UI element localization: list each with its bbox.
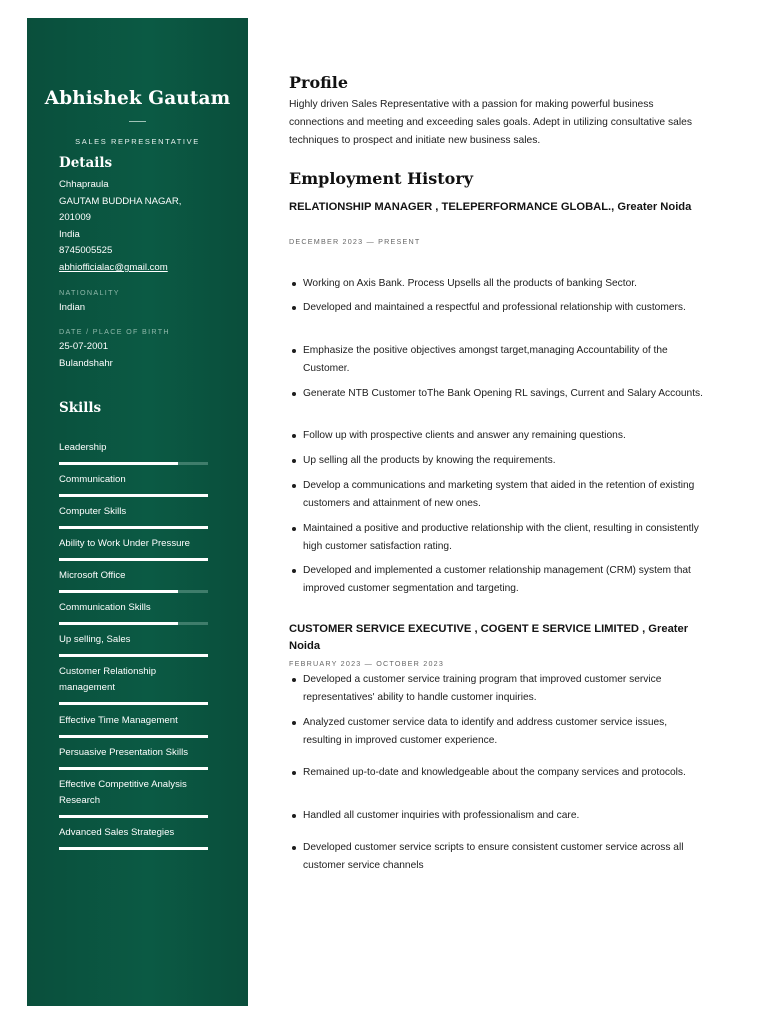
skill-item — [59, 825, 208, 841]
skill-name: Leadership — [59, 442, 107, 453]
profile-heading: Profile — [289, 73, 349, 92]
birth-place: Bulandshahr — [59, 358, 113, 369]
skill-item — [59, 568, 208, 584]
skill-name: Advanced Sales Strategies — [59, 827, 175, 838]
job-bullet: Emphasize the positive objectives amongst target,managing Accountability of the Customer. — [303, 342, 703, 378]
job-dates: DECEMBER 2023 — PRESENT — [289, 237, 421, 246]
candidate-name: Abhishek Gautam — [44, 88, 231, 109]
skill-level-bar — [59, 558, 208, 561]
skill-item — [59, 472, 208, 488]
skill-item — [59, 504, 208, 520]
candidate-role: SALES REPRESENTATIVE — [75, 137, 200, 146]
skill-level-bar — [59, 526, 208, 529]
job-title: CUSTOMER SERVICE EXECUTIVE , COGENT E SERVICE LIMITED , Greater Noida — [289, 623, 689, 652]
skill-item — [59, 440, 208, 456]
job-bullet: Working on Axis Bank. Process Upsells all the products of banking Sector. — [303, 275, 703, 293]
skill-name: Persuasive Presentation Skills — [59, 747, 189, 758]
skill-name: Customer Relationship management — [59, 666, 157, 693]
sidebar — [27, 18, 248, 1006]
skill-item — [59, 745, 208, 761]
job-dates: FEBRUARY 2023 — OCTOBER 2023 — [289, 659, 445, 668]
employment-heading: Employment History — [289, 169, 474, 188]
skill-level-fill — [59, 494, 208, 497]
skill-level-fill — [59, 767, 208, 770]
details-address-line: GAUTAM BUDDHA NAGAR, — [59, 196, 182, 207]
skill-level-bar — [59, 494, 208, 497]
skill-level-bar — [59, 847, 208, 850]
skill-item — [59, 777, 208, 809]
job-bullet: Handled all customer inquiries with professionalism and care. — [303, 807, 703, 825]
details-postcode: 201009 — [59, 212, 92, 223]
skill-level-fill — [59, 702, 208, 705]
skill-level-fill — [59, 847, 208, 850]
details-email-link[interactable]: abhiofficialac@gmail.com — [59, 262, 168, 273]
job-bullet: Generate NTB Customer toThe Bank Opening RL savings, Current and Salary Accounts. — [303, 385, 703, 403]
skill-level-bar — [59, 735, 208, 738]
skill-name: Effective Time Management — [59, 715, 178, 726]
job-bullet: Analyzed customer service data to identify and address customer service issues, resulting in improved customer experience. — [303, 714, 703, 750]
details-country: India — [59, 229, 80, 240]
skill-name: Up selling, Sales — [59, 634, 131, 645]
job-bullet: Developed and maintained a respectful and professional relationship with customers. — [303, 299, 703, 317]
skill-level-fill — [59, 815, 208, 818]
skill-level-fill — [59, 462, 178, 465]
job-bullet: Maintained a positive and productive relationship with the client, resulting in consistently high customer satisfaction rating. — [303, 520, 703, 556]
skill-level-fill — [59, 590, 178, 593]
job-bullet: Developed customer service scripts to ensure consistent customer service across all customer service channels — [303, 839, 703, 875]
job-bullet: Developed a customer service training program that improved customer service representatives' ability to handle customer inquiries. — [303, 671, 703, 707]
skill-item — [59, 713, 208, 729]
skill-name: Ability to Work Under Pressure — [59, 538, 190, 549]
skill-item — [59, 632, 208, 648]
skill-level-bar — [59, 622, 208, 625]
skill-name: Computer Skills — [59, 506, 127, 517]
skill-item — [59, 536, 208, 552]
skill-level-fill — [59, 622, 178, 625]
details-phone: 8745005525 — [59, 245, 113, 256]
job-bullet: Develop a communications and marketing system that aided in the retention of existing customers and attainment of new ones. — [303, 477, 703, 513]
skill-level-fill — [59, 558, 208, 561]
skill-name: Effective Competitive Analysis Research — [59, 779, 187, 806]
details-address-line: Chhapraula — [59, 179, 109, 190]
birth-label: DATE / PLACE OF BIRTH — [59, 327, 170, 336]
skill-name: Communication — [59, 474, 126, 485]
nationality-value: Indian — [59, 302, 86, 313]
skill-name: Microsoft Office — [59, 570, 126, 581]
skill-level-bar — [59, 654, 208, 657]
skills-heading: Skills — [59, 400, 102, 416]
skill-name: Communication Skills — [59, 602, 151, 613]
skill-level-fill — [59, 654, 208, 657]
nationality-label: NATIONALITY — [59, 288, 120, 297]
skill-item — [59, 664, 208, 696]
skill-level-bar — [59, 462, 208, 465]
skill-level-bar — [59, 590, 208, 593]
skill-level-bar — [59, 702, 208, 705]
job-bullet: Follow up with prospective clients and answer any remaining questions. — [303, 427, 703, 445]
skill-level-fill — [59, 735, 208, 738]
birth-date: 25-07-2001 — [59, 341, 109, 352]
skill-item — [59, 600, 208, 616]
skill-level-fill — [59, 526, 208, 529]
name-divider — [129, 121, 146, 122]
skill-level-bar — [59, 815, 208, 818]
details-heading: Details — [59, 155, 113, 171]
job-bullet: Up selling all the products by knowing the requirements. — [303, 452, 703, 470]
job-bullet: Remained up-to-date and knowledgeable about the company services and protocols. — [303, 764, 703, 782]
skill-level-bar — [59, 767, 208, 770]
profile-text: Highly driven Sales Representative with a passion for making powerful business connections and meeting and exceeding sales goals. Adept in utilizing consultative sales techniques to prospect and initiate new business sales. — [289, 99, 692, 146]
job-title: RELATIONSHIP MANAGER , TELEPERFORMANCE GLOBAL., Greater Noida — [289, 201, 692, 213]
job-bullet: Developed and implemented a customer relationship management (CRM) system that improved customer segmentation and targeting. — [303, 562, 703, 598]
